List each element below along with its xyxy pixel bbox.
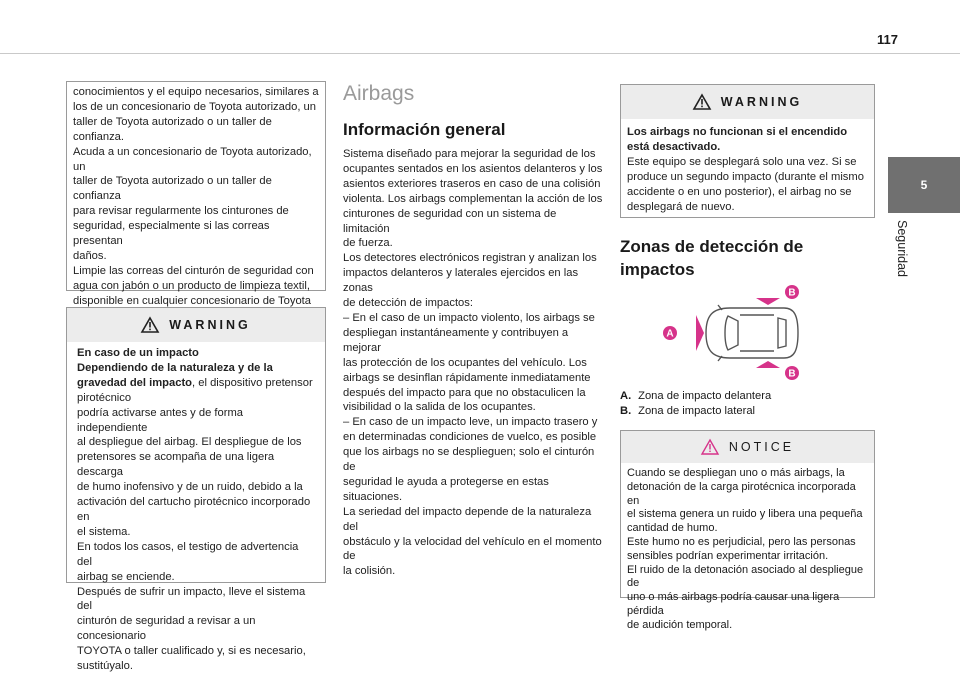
text-line: despliegan instantáneamente y contribuyen a mejorar bbox=[343, 326, 569, 354]
notice-box bbox=[620, 430, 875, 631]
text-line: daños. bbox=[73, 249, 107, 262]
text-line: taller de Toyota autorizado o un taller de confianza bbox=[73, 175, 272, 203]
page-number: 117 bbox=[877, 32, 898, 47]
notice-title: NOTICE bbox=[728, 440, 795, 454]
text-line: accidente o en uno posterior), el airbag no se bbox=[627, 185, 852, 198]
text-line: , el dispositivo pretensor pirotécnico bbox=[77, 376, 313, 404]
text-line: detonación de la carga pirotécnica incorporada en bbox=[627, 480, 856, 507]
text-line: Sistema diseñado para mejorar la seguridad de los bbox=[343, 148, 596, 160]
text-line: para revisar regularmente los cinturones de bbox=[73, 205, 289, 218]
text-line: Los detectores electrónicos registran y analizan los bbox=[343, 252, 597, 265]
marker-b-top-label: B bbox=[788, 287, 796, 299]
front-impact-arrows bbox=[680, 321, 698, 345]
text-line: desplegará de nuevo. bbox=[627, 200, 735, 213]
warning-body bbox=[621, 119, 874, 214]
side-impact-arrowhead-top bbox=[756, 298, 780, 305]
zones-title: Zonas de detección de impactos bbox=[620, 237, 804, 279]
text-line: taller de Toyota autorizado o un taller de confianza. bbox=[73, 115, 272, 143]
warning-triangle-icon bbox=[141, 317, 159, 333]
legend-text: Zona de impacto delantera bbox=[638, 390, 772, 402]
warning-box-ignition bbox=[620, 84, 875, 218]
text-line: airbag se enciende. bbox=[77, 570, 175, 583]
text-line: sustitúyalo. bbox=[77, 660, 133, 673]
text-line: – En caso de un impacto leve, un impacto trasero y bbox=[343, 416, 598, 429]
warning-header bbox=[67, 308, 325, 342]
text-line: el sistema genera un ruido y libera una pequeña bbox=[627, 508, 863, 521]
text-line: cinturones de seguridad con un sistema de limitación bbox=[343, 207, 557, 235]
text-line: airbags se desinflan rápidamente inmediatamente bbox=[343, 371, 591, 384]
side-impact-arrowhead-bottom bbox=[756, 361, 780, 368]
text-line: pretensores se acompaña de una ligera descarga bbox=[77, 451, 275, 479]
text-line: produce un segundo impacto (durante el mismo bbox=[627, 170, 864, 183]
text-line: Limpie las correas del cinturón de seguridad con bbox=[73, 264, 314, 277]
legend-key: B. bbox=[620, 405, 632, 417]
warning-title: WARNING bbox=[720, 95, 803, 109]
text-line: la colisión. bbox=[343, 565, 396, 578]
chapter-number: 5 bbox=[920, 178, 928, 192]
text-line: sensibles podrían experimentar irritación. bbox=[627, 549, 829, 562]
text-line: seguridad le ayuda a protegerse en estas situaciones. bbox=[343, 475, 549, 503]
text-line: disponible en cualquier concesionario de Toyota bbox=[73, 294, 312, 307]
chapter-tab[interactable] bbox=[888, 157, 960, 213]
notice-triangle-icon bbox=[701, 439, 719, 455]
zones-legend bbox=[620, 389, 771, 419]
text-line: de audición temporal. bbox=[627, 618, 733, 631]
text-line: activación del cartucho pirotécnico incorporado en bbox=[77, 496, 311, 523]
text-line: Acuda a un concesionario de Toyota autorizado, un bbox=[73, 145, 312, 173]
text-line: de fuerza. bbox=[343, 237, 393, 250]
warning-header bbox=[621, 85, 874, 119]
text-line: los de un concesionario de Toyota autorizado, un bbox=[73, 100, 316, 113]
text-line: – En el caso de un impacto violento, los airbags se bbox=[343, 311, 595, 324]
text-line: conocimientos y el equipo necesarios, similares a bbox=[73, 86, 319, 98]
marker-b-bottom-label: B bbox=[788, 368, 796, 380]
text-line: que los airbags no se desplieguen; solo el cinturón de bbox=[343, 446, 595, 474]
text-line: las protección de los ocupantes del vehículo. Los bbox=[343, 356, 587, 369]
text-line: el sistema. bbox=[77, 525, 131, 538]
marker-a-label: A bbox=[666, 328, 674, 340]
text-line: Este equipo se desplegará solo una vez. Si se bbox=[627, 155, 857, 168]
notice-body bbox=[621, 463, 874, 633]
text-line: cantidad de humo. bbox=[627, 522, 718, 535]
airbags-body bbox=[343, 147, 603, 579]
text-line: Este humo no es perjudicial, pero las personas bbox=[627, 535, 856, 548]
text-line: seguridad, especialmente si las correas presentan bbox=[73, 220, 270, 248]
car-top-view bbox=[706, 305, 798, 361]
chapter-label: Seguridad bbox=[895, 220, 909, 277]
text-line: ocupantes sentados en los asientos delanteros y los bbox=[343, 162, 603, 175]
text-line: al despliegue del airbag. El despliegue de los bbox=[77, 436, 302, 449]
chapter-label-wrap bbox=[895, 220, 915, 310]
text-line: de humo inofensivo y de un ruido, debido a la bbox=[77, 481, 303, 494]
text-line: asientos exteriores traseros en caso de una colisión bbox=[343, 177, 601, 190]
text-line: violenta. Los airbags complementan la acción de los bbox=[343, 192, 603, 205]
text-line: obstáculo y la velocidad del vehículo en el momento de bbox=[343, 535, 602, 563]
text-line: El ruido de la detonación asociado al despliegue de bbox=[627, 563, 864, 590]
text-line: Cuando se despliegan uno o más airbags, la bbox=[627, 467, 845, 479]
warning-triangle-icon bbox=[693, 94, 711, 110]
text-line: agua con jabón o un producto de limpieza textil, bbox=[73, 279, 310, 292]
section-title: Airbags bbox=[343, 82, 415, 105]
text-line: de detección de impactos: bbox=[343, 297, 473, 310]
warning-title: WARNING bbox=[169, 318, 251, 332]
text-line: La seriedad del impacto depende de la naturaleza del bbox=[343, 505, 592, 533]
airbags-section bbox=[343, 82, 603, 579]
text-line: en determinadas condiciones de vuelco, es posible bbox=[343, 431, 597, 444]
text-line: Después de sufrir un impacto, lleve el sistema del bbox=[77, 585, 306, 613]
top-divider bbox=[0, 53, 960, 54]
front-impact-arrowhead bbox=[696, 315, 704, 351]
text-line: después del impacto para que no obstaculicen la bbox=[343, 386, 586, 399]
legend-item bbox=[620, 404, 771, 419]
side-impact-arrows-bottom bbox=[760, 369, 776, 381]
legend-item bbox=[620, 389, 771, 404]
text-line: impactos delanteros y laterales ejercidos en las zonas bbox=[343, 267, 579, 295]
text-line: visibilidad o la salida de los ocupantes. bbox=[343, 401, 536, 414]
warning-body bbox=[67, 342, 325, 674]
text-line: podría activarse antes y de forma independiente bbox=[77, 406, 244, 434]
side-impact-arrows-top bbox=[760, 285, 776, 297]
legend-key: A. bbox=[620, 390, 632, 402]
warning-bold-text: Dependiendo de la naturaleza y de la gravedad del impacto bbox=[77, 361, 273, 389]
text-line: En todos los casos, el testigo de advertencia del bbox=[77, 540, 299, 568]
impact-zones-diagram bbox=[660, 283, 820, 383]
warning-box-pretensioner bbox=[66, 307, 326, 673]
maintenance-text-box bbox=[66, 81, 326, 307]
subsection-title: Información general bbox=[343, 120, 506, 139]
warning-bold-text: Los airbags no funcionan si el encendido está desactivado. bbox=[627, 126, 848, 153]
warning-bold-text: En caso de un impacto bbox=[77, 347, 199, 359]
text-line: uno o más airbags podría causar una ligera pérdida bbox=[627, 591, 840, 617]
text-line: TOYOTA o taller cualificado y, si es necesario, bbox=[77, 645, 306, 658]
notice-header bbox=[621, 431, 874, 463]
legend-text: Zona de impacto lateral bbox=[638, 405, 756, 417]
text-line: cinturón de seguridad a revisar a un concesionario bbox=[77, 615, 256, 643]
